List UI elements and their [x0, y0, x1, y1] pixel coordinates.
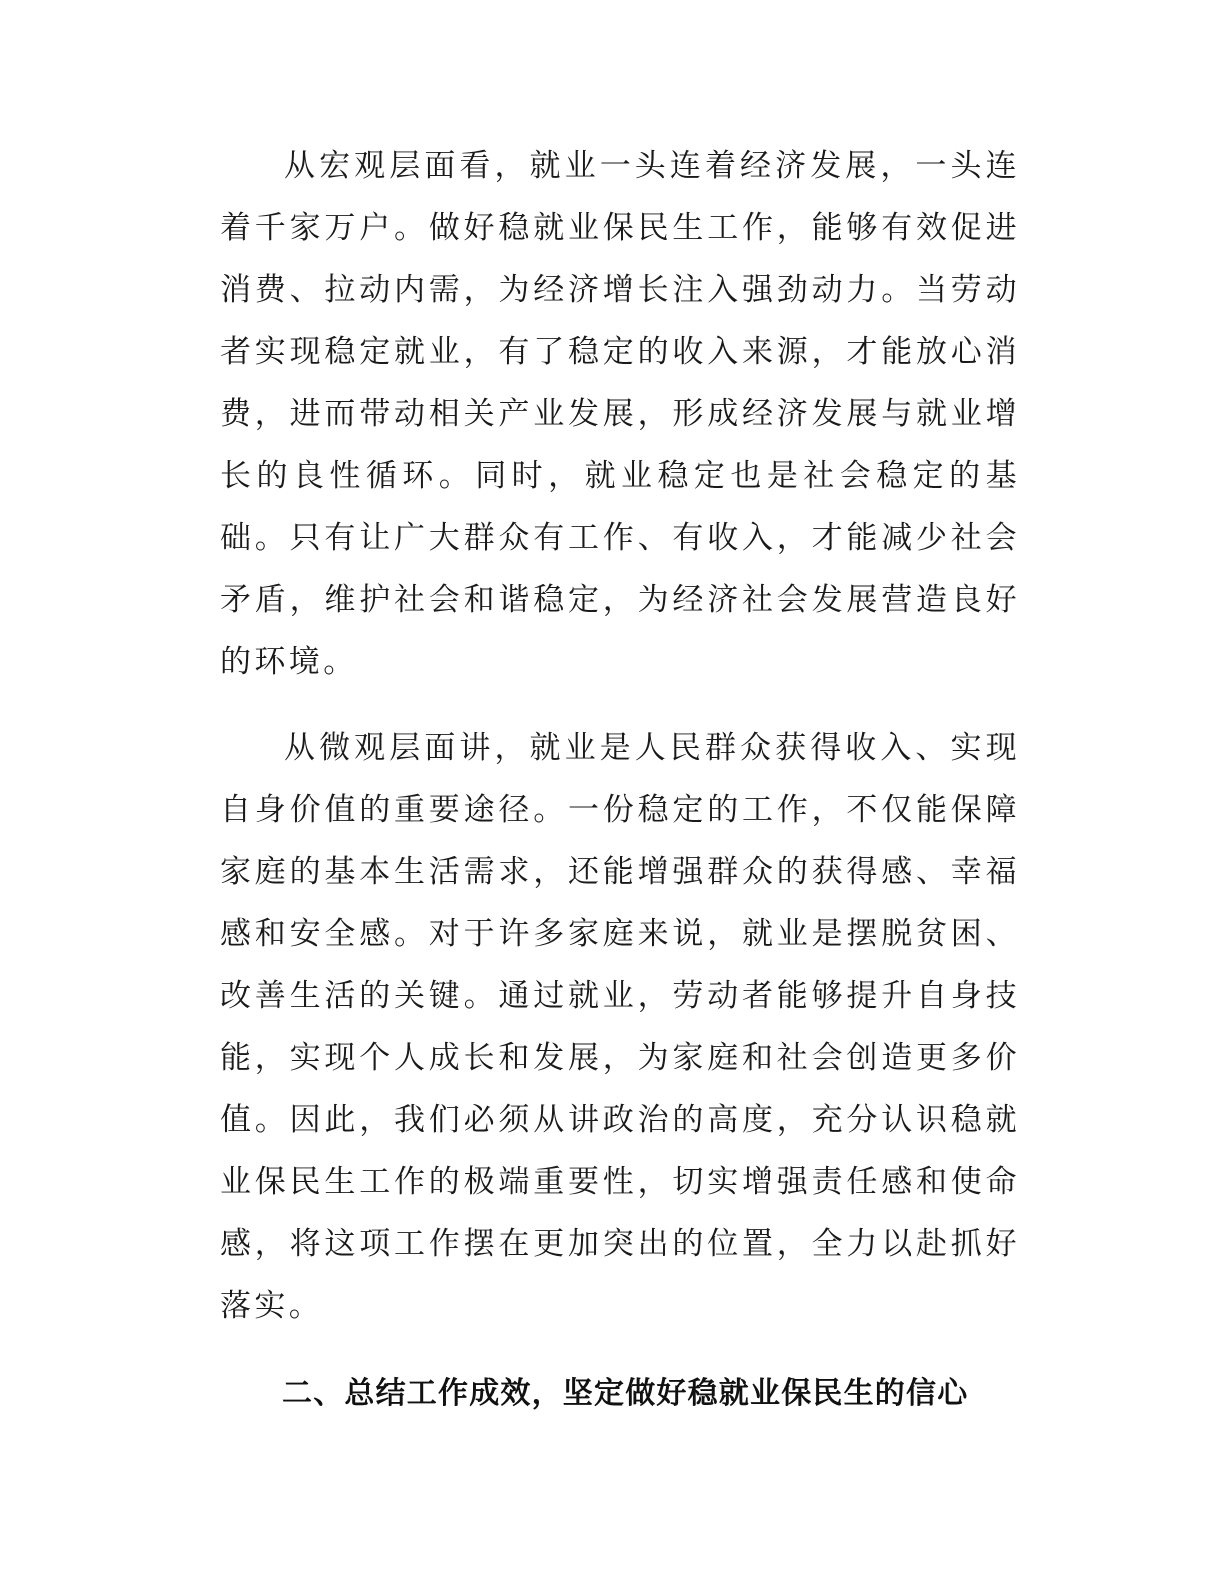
paragraph-micro-perspective: 从微观层面讲，就业是人民群众获得收入、实现自身价值的重要途径。一份稳定的工作，不仅能保障家庭的基本生活需求，还能增强群众的获得感、幸福感和安全感。对于许多家庭来说，就业是摆脱贫困、改善生活的关键。通过就业，劳动者能够提升自身技能，实现个人成长和发展，为家庭和社会创造更多价值。因此，我们必须从讲政治的高度，充分认识稳就业保民生工作的极端重要性，切实增强责任感和使命感，将这项工作摆在更加突出的位置，全力以赴抓好落实。: [220, 730, 1020, 1324]
paragraph-macro-perspective: 从宏观层面看，就业一头连着经济发展，一头连着千家万户。做好稳就业保民生工作，能够有效促进消费、拉动内需，为经济增长注入强劲动力。当劳动者实现稳定就业，有了稳定的收入来源，才能放心消费，进而带动相关产业发展，形成经济发展与就业增长的良性循环。同时，就业稳定也是社会稳定的基础。只有让广大群众有工作、有收入，才能减少社会矛盾，维护社会和谐稳定，为经济社会发展营造良好的环境。: [220, 148, 1020, 680]
document-body: [220, 135, 1020, 1425]
section-heading: 二、总结工作成效，坚定做好稳就业保民生的信心: [282, 1376, 969, 1411]
